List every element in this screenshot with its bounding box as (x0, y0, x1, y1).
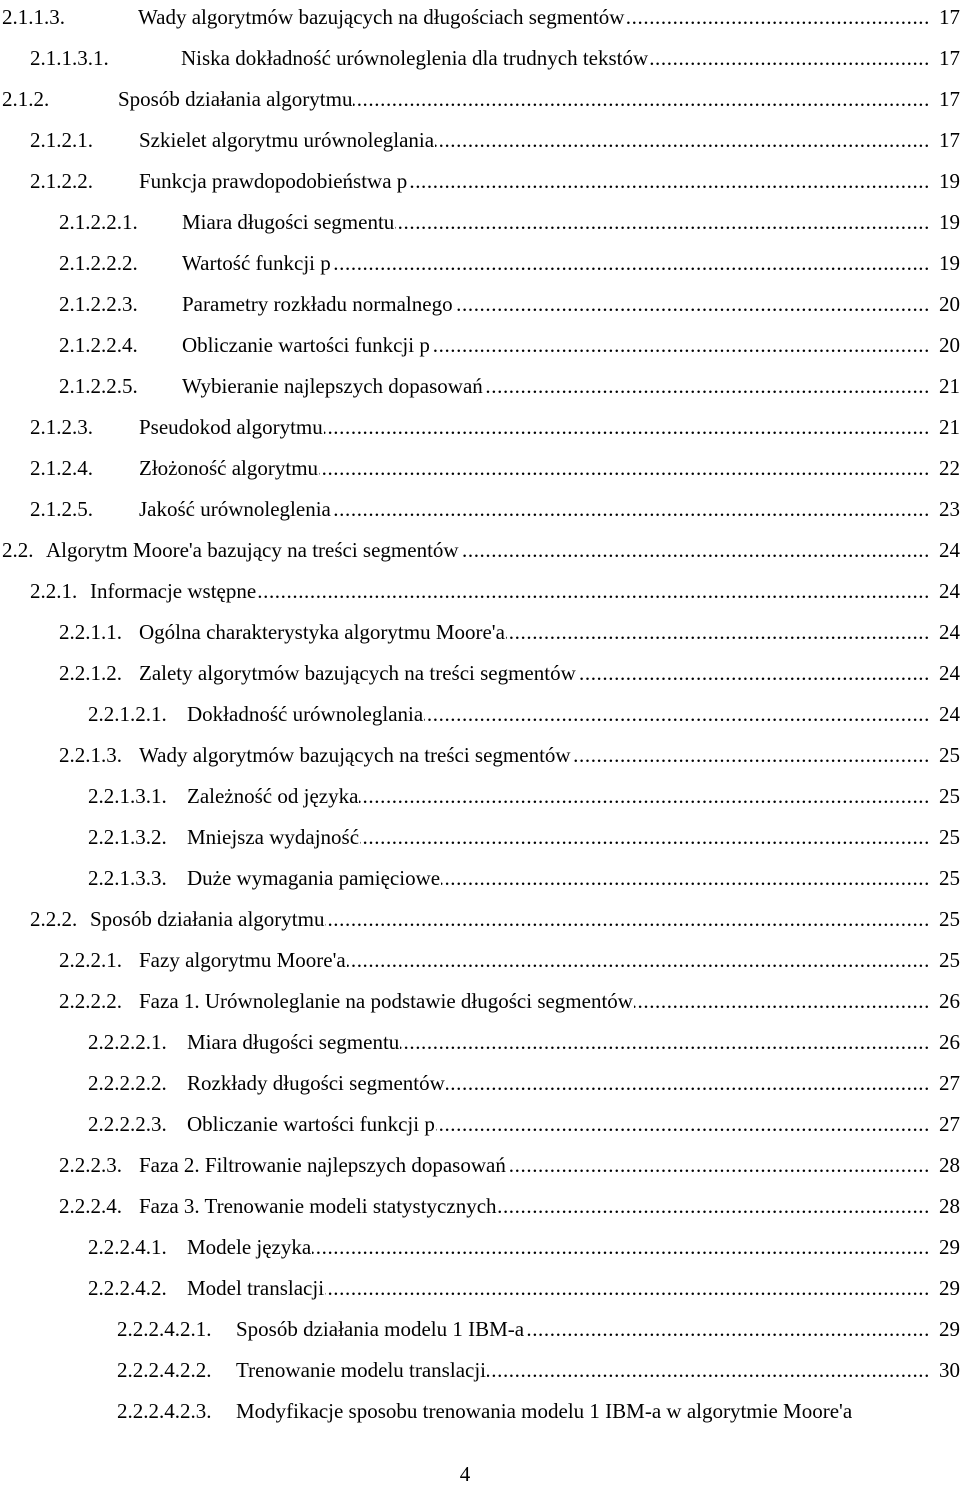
toc-entry-page: 24 (938, 535, 960, 565)
toc-entry-title: Faza 2. Filtrowanie najlepszych dopasowań (139, 1150, 507, 1180)
toc-entry[interactable] (0, 945, 960, 975)
toc-entry[interactable] (0, 699, 960, 729)
toc-entry-page: 30 (938, 1355, 960, 1385)
toc-entry[interactable] (0, 1109, 960, 1139)
toc-entry-title: Modyfikacje sposobu trenowania modelu 1 IBM-a w algorytmie Moore'a (236, 1396, 853, 1426)
toc-entry-title: Sposób działania algorytmu (90, 904, 325, 934)
toc-entry-number: 2.2.1.3.2. (88, 825, 167, 849)
toc-entry-number: 2.1.2.1. (30, 128, 93, 152)
toc-entry-number: 2.2.2.2.3. (88, 1112, 167, 1136)
toc-entry-number: 2.1.2. (2, 87, 50, 111)
toc-entry[interactable] (0, 576, 960, 606)
toc-entry-number: 2.1.2.2.2. (59, 251, 138, 275)
toc-entry-page: 24 (938, 617, 960, 647)
toc-entry-title: Zalety algorytmów bazujących na treści segmentów (139, 658, 577, 688)
toc-entry-number: 2.2.2.2. (59, 989, 122, 1013)
toc-entry-number: 2.1.2.2.5. (59, 374, 138, 398)
toc-entry-title: Model translacji (187, 1273, 325, 1303)
toc-entry[interactable] (0, 494, 960, 524)
toc-entry[interactable] (0, 986, 960, 1016)
toc-entry[interactable] (0, 330, 960, 360)
toc-entry-number: 2.2.2.2.2. (88, 1071, 167, 1095)
toc-entry-number: 2.1.2.4. (30, 456, 93, 480)
toc-entry-page: 28 (938, 1191, 960, 1221)
toc-entry-number: 2.1.2.2. (30, 169, 93, 193)
toc-entry-number: 2.2.1.2. (59, 661, 122, 685)
toc-entry[interactable] (0, 658, 960, 688)
toc-entry-page: 26 (938, 1027, 960, 1057)
toc-entry-number: 2.2.1.2.1. (88, 702, 167, 726)
toc-entry[interactable] (0, 1027, 960, 1057)
toc-entry[interactable] (0, 535, 960, 565)
toc-entry-title: Jakość urównoleglenia (139, 494, 332, 524)
toc-entry-number: 2.2.2.4.2.3. (117, 1399, 212, 1423)
toc-entry-page: 17 (938, 2, 960, 32)
toc-entry-title: Sposób działania algorytmu (118, 84, 353, 114)
toc-entry[interactable] (0, 412, 960, 442)
toc-entry-number: 2.2.2.4.1. (88, 1235, 167, 1259)
toc-entry[interactable] (0, 781, 960, 811)
toc-entry-page: 29 (938, 1273, 960, 1303)
toc-entry-page: 22 (938, 453, 960, 483)
toc-entry[interactable] (0, 617, 960, 647)
toc-entry-page: 19 (938, 166, 960, 196)
toc-entry-number: 2.2. (2, 538, 34, 562)
toc-entry-number: 2.1.1.3. (2, 5, 65, 29)
toc-entry-number: 2.1.2.5. (30, 497, 93, 521)
toc-entry-title: Faza 1. Urównoleglanie na podstawie długości segmentów (139, 986, 634, 1016)
toc-entry[interactable] (0, 84, 960, 114)
toc-entry[interactable] (0, 248, 960, 278)
toc-entry[interactable] (0, 371, 960, 401)
toc-entry-title: Fazy algorytmu Moore'a (139, 945, 347, 975)
toc-entry-title: Parametry rozkładu normalnego (182, 289, 454, 319)
toc-entry-number: 2.2.2.2.1. (88, 1030, 167, 1054)
toc-entry-page: 24 (938, 699, 960, 729)
toc-entry-page: 19 (938, 207, 960, 237)
toc-entry-title: Faza 3. Trenowanie modeli statystycznych (139, 1191, 498, 1221)
toc-entry[interactable] (0, 166, 960, 196)
toc-entry-page: 17 (938, 125, 960, 155)
toc-entry[interactable] (0, 822, 960, 852)
toc-entry[interactable] (0, 904, 960, 934)
toc-entry-page: 20 (938, 330, 960, 360)
toc-entry[interactable] (0, 289, 960, 319)
toc-entry-number: 2.1.1.3.1. (30, 46, 109, 70)
toc-entry-page: 25 (938, 822, 960, 852)
toc-entry-page: 29 (938, 1314, 960, 1344)
toc-entry-number: 2.2.2.3. (59, 1153, 122, 1177)
toc-entry-title: Obliczanie wartości funkcji p (187, 1109, 436, 1139)
toc-entry-number: 2.2.1. (30, 579, 78, 603)
toc-entry[interactable] (0, 1068, 960, 1098)
toc-entry-page: 19 (938, 248, 960, 278)
toc-entry-number: 2.2.1.3.1. (88, 784, 167, 808)
toc-entry-title: Ogólna charakterystyka algorytmu Moore'a (139, 617, 506, 647)
toc-entry-page: 17 (938, 84, 960, 114)
toc-entry-page: 25 (938, 740, 960, 770)
toc-entry[interactable] (0, 1396, 960, 1426)
toc-entry-page: 27 (938, 1068, 960, 1098)
toc-entry[interactable] (0, 740, 960, 770)
toc-entry[interactable] (0, 1232, 960, 1262)
toc-entry[interactable] (0, 453, 960, 483)
toc-entry-page: 20 (938, 289, 960, 319)
toc-entry-title: Mniejsza wydajność (187, 822, 360, 852)
toc-entry[interactable] (0, 1273, 960, 1303)
toc-entry-title: Zależność od języka (187, 781, 359, 811)
toc-entry-page: 21 (938, 371, 960, 401)
toc-entry-title: Złożoność algorytmu (139, 453, 319, 483)
toc-entry-number: 2.2.1.3. (59, 743, 122, 767)
toc-entry[interactable] (0, 43, 960, 73)
toc-entry-number: 2.2.1.3.3. (88, 866, 167, 890)
toc-entry-title: Miara długości segmentu (187, 1027, 400, 1057)
toc-entry[interactable] (0, 125, 960, 155)
toc-entry-title: Funkcja prawdopodobieństwa p (139, 166, 408, 196)
toc-entry-page: 29 (938, 1232, 960, 1262)
toc-entry-page: 17 (938, 43, 960, 73)
toc-entry[interactable] (0, 1314, 960, 1344)
toc-entry-number: 2.1.2.2.3. (59, 292, 138, 316)
toc-entry-title: Szkielet algorytmu urównoleglania (139, 125, 435, 155)
toc-entry[interactable] (0, 1191, 960, 1221)
toc-entry-page: 21 (938, 412, 960, 442)
toc-entry-number: 2.2.2.4.2.2. (117, 1358, 212, 1382)
toc-entry-title: Algorytm Moore'a bazujący na treści segmentów (46, 535, 460, 565)
toc-entry-title: Informacje wstępne (90, 576, 257, 606)
toc-entry-title: Dokładność urównoleglania (187, 699, 424, 729)
toc-entry-title: Modele języka (187, 1232, 312, 1262)
toc-entry-page: 26 (938, 986, 960, 1016)
toc-entry-title: Miara długości segmentu (182, 207, 395, 237)
toc-entry-title: Wybieranie najlepszych dopasowań (182, 371, 484, 401)
toc-entry-page: 28 (938, 1150, 960, 1180)
page-number: 4 (459, 1462, 471, 1486)
toc-entry[interactable] (0, 2, 960, 32)
toc-entry-page: 27 (938, 1109, 960, 1139)
toc-entry-number: 2.1.2.2.1. (59, 210, 138, 234)
toc-entry-page: 23 (938, 494, 960, 524)
toc-entry-number: 2.1.2.2.4. (59, 333, 138, 357)
toc-entry-page: 24 (938, 658, 960, 688)
toc-entry[interactable] (0, 1150, 960, 1180)
toc-entry-number: 2.2.1.1. (59, 620, 122, 644)
toc-entry-title: Sposób działania modelu 1 IBM-a (236, 1314, 525, 1344)
toc-entry-number: 2.2.2.4.2. (88, 1276, 167, 1300)
toc-entry-title: Wady algorytmów bazujących na treści segmentów (139, 740, 572, 770)
toc-entry-page: 24 (938, 576, 960, 606)
toc-entry-title: Pseudokod algorytmu (139, 412, 324, 442)
toc-entry[interactable] (0, 863, 960, 893)
toc-entry[interactable] (0, 1355, 960, 1385)
toc-entry-title: Wady algorytmów bazujących na długościach segmentów (138, 2, 625, 32)
toc-entry-title: Trenowanie modelu translacji (236, 1355, 487, 1385)
toc-entry-title: Niska dokładność urównoleglenia dla trudnych tekstów (181, 43, 649, 73)
toc-entry-number: 2.2.2. (30, 907, 78, 931)
toc-entry-number: 2.2.2.1. (59, 948, 122, 972)
toc-entry[interactable] (0, 207, 960, 237)
toc-entry-number: 2.2.2.4.2.1. (117, 1317, 212, 1341)
toc-entry-number: 2.1.2.3. (30, 415, 93, 439)
toc-entry-page: 25 (938, 781, 960, 811)
toc-entry-page: 25 (938, 863, 960, 893)
toc-entry-page: 25 (938, 945, 960, 975)
toc-entry-title: Wartość funkcji p (182, 248, 332, 278)
toc-entry-number: 2.2.2.4. (59, 1194, 122, 1218)
toc-entry-title: Rozkłady długości segmentów (187, 1068, 446, 1098)
toc-entry-title: Obliczanie wartości funkcji p (182, 330, 431, 360)
toc-entry-title: Duże wymagania pamięciowe (187, 863, 441, 893)
toc-entry-page: 25 (938, 904, 960, 934)
